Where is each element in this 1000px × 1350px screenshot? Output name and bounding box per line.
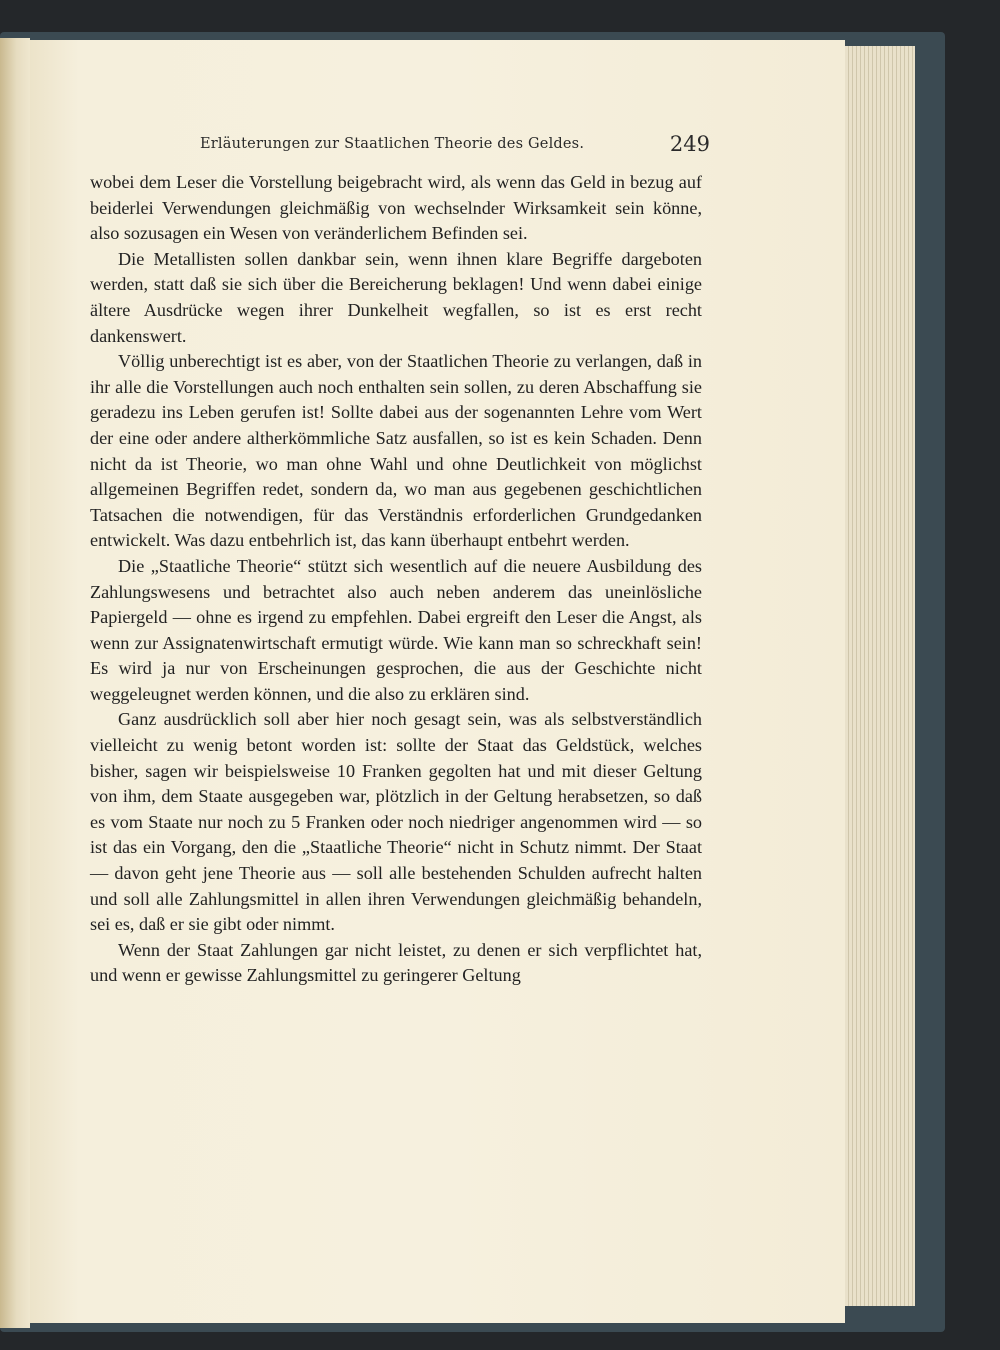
page-header [200,132,710,162]
paragraph: Wenn der Staat Zahlungen gar nicht leistet, zu denen er sich verpflichtet hat, und wenn er gewisse Zahlungsmittel zu geringerer Geltung [90,939,702,986]
body-text [90,170,702,989]
paragraph: Die Metallisten sollen dankbar sein, wenn ihnen klare Begriffe dargeboten werden, statt daß sie sich über die Bereicherung beklagen! Und wenn dabei einige ältere Ausdrücke wegen ihrer Dunkelheit wegfallen, so ist es erst recht dankenswert. [90,248,702,346]
page-number: 249 [669,132,710,156]
paragraph: Die „Staatliche Theorie“ stützt sich wesentlich auf die neuere Ausbildung des Zahlungswesens und betrachtet also auch neben anderem das uneinlösliche Papiergeld — ohne es irgend zu empfehlen. Dabei ergreift den Leser die Angst, als wenn zur Assignatenwirtschaft ermutigt würde. Wie kann man so schreckhaft sein! Es wird ja nur von Erscheinungen gesprochen, die aus der Geschichte nicht weggeleugnet werden können, und die also zu erklären sind. [90,555,702,704]
previous-page-edge [0,38,30,1328]
paragraph: wobei dem Leser die Vorstellung beigebracht wird, als wenn das Geld in bezug auf beiderlei Verwendungen gleichmäßig von wechselnder Wirksamkeit sein könne, also sozusagen ein Wesen von veränderlichem Befinden sei. [90,172,702,244]
paragraph: Ganz ausdrücklich soll aber hier noch gesagt sein, was als selbstverständlich vielleicht zu wenig betont worden ist: sollte der Staat das Geldstück, welches bisher, sagen wir beispielsweise 10 Franken gegolten hat und mit dieser Geltung von ihm, dem Staate ausgegeben war, plötzlich in der Geltung herabsetzen, so daß es vom Staate nur noch zu 5 Franken oder noch niedriger angenommen wird — so ist das ein Vorgang, den die „Staatliche Theorie“ nicht in Schutz nimmt. Der Staat — davon geht jene Theorie aus — soll alle bestehenden Schulden aufrecht halten und soll alle Zahlungsmittel in allen ihren Verwendungen gleichmäßig behandeln, sei es, daß er sie gibt oder nimmt. [90,709,702,935]
paragraph: Völlig unberechtigt ist es aber, von der Staatlichen Theorie zu verlangen, daß in ihr alle die Vorstellungen auch noch enthalten sein sollen, zu deren Abschaffung sie geradezu ins Leben gerufen ist! Sollte dabei aus der sogenannten Lehre vom Wert der eine oder andere altherkömmliche Satz ausfallen, so ist es kein Schaden. Denn nicht da ist Theorie, wo man ohne Wahl und ohne Deutlichkeit von möglichst allgemeinen Begriffen redet, sondern da, wo man aus gegebenen geschichtlichen Tatsachen die notwendigen, für das Verständnis erforderlichen Grundgedanken entwickelt. Was dazu entbehrlich ist, das kann überhaupt entbehrt werden. [90,351,702,551]
page-block-edges [845,46,915,1306]
running-head: Erläuterungen zur Staatlichen Theorie des Geldes. [200,136,585,152]
